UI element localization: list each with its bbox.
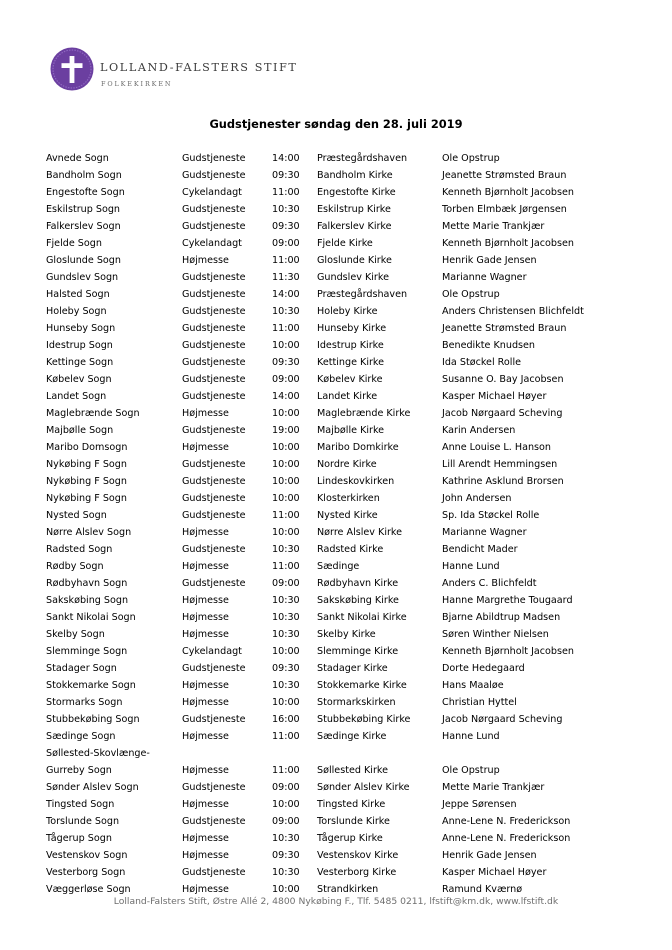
service-location: Torslunde Kirke [317,816,390,827]
service-location: Sankt Nikolai Kirke [317,612,407,623]
service-type: Gudstjeneste [182,289,246,300]
parish-name: Købelev Sogn [46,374,112,385]
service-type: Gudstjeneste [182,663,246,674]
service-type: Højmesse [182,697,229,708]
service-type: Gudstjeneste [182,153,246,164]
service-location: Stormarkskirken [317,697,396,708]
service-time: 10:30 [272,833,300,844]
priest-name: Ida Støckel Rolle [442,357,522,368]
service-type: Gudstjeneste [182,221,246,232]
priest-name: Mette Marie Trankjær [442,782,545,793]
service-time: 14:00 [272,391,300,402]
table-row [0,354,672,371]
priest-name: Hanne Lund [442,561,500,572]
table-row [0,711,672,728]
table-row [0,218,672,235]
parish-name: Avnede Sogn [46,153,109,164]
service-time: 11:00 [272,765,300,776]
table-row [0,269,672,286]
priest-name: Jacob Nørgaard Scheving [442,714,563,725]
service-type: Gudstjeneste [182,459,246,470]
priest-name: Hanne Margrethe Tougaard [442,595,573,606]
service-location: Tingsted Kirke [317,799,386,810]
parish-name: Søllested-Skovlænge- Gurreby Sogn [46,748,150,776]
priest-name: Marianne Wagner [442,272,527,283]
parish-name: Slemminge Sogn [46,646,128,657]
service-type: Gudstjeneste [182,391,246,402]
table-row [0,745,672,779]
service-time: 09:30 [272,170,300,181]
priest-name: Kathrine Asklund Brorsen [442,476,564,487]
service-time: 10:30 [272,204,300,215]
service-type: Gudstjeneste [182,357,246,368]
table-row [0,643,672,660]
service-location: Købelev Kirke [317,374,383,385]
service-location: Falkerslev Kirke [317,221,392,232]
service-location: Hunseby Kirke [317,323,387,334]
service-location: Tågerup Kirke [317,833,383,844]
priest-name: Kasper Michael Høyer [442,867,547,878]
parish-name: Nykøbing F Sogn [46,459,127,470]
org-name: LOLLAND-FALSTERS STIFT [100,61,298,74]
service-time: 09:30 [272,221,300,232]
service-type: Højmesse [182,799,229,810]
table-row [0,813,672,830]
parish-name: Landet Sogn [46,391,107,402]
table-row [0,303,672,320]
priest-name: Bendicht Mader [442,544,518,555]
diocese-logo [50,47,94,91]
priest-name: Dorte Hedegaard [442,663,525,674]
priest-name: John Andersen [442,493,512,504]
service-location: Strandkirken [317,884,379,895]
parish-name: Tingsted Sogn [46,799,115,810]
table-row [0,541,672,558]
priest-name: Kasper Michael Høyer [442,391,547,402]
parish-name: Holeby Sogn [46,306,107,317]
service-time: 09:00 [272,578,300,589]
footer-contact: Lolland-Falsters Stift, Østre Allé 2, 4800 Nykøbing F., Tlf. 5485 0211, lfstift@km.dk, www.lfstift.dk [113,896,559,907]
service-location: Skelby Kirke [317,629,376,640]
parish-name: Nykøbing F Sogn [46,476,127,487]
priest-name: Anders C. Blichfeldt [442,578,537,589]
table-row [0,405,672,422]
table-row [0,167,672,184]
service-type: Cykelandagt [182,238,242,249]
service-location: Sønder Alslev Kirke [317,782,410,793]
service-type: Gudstjeneste [182,374,246,385]
table-row [0,252,672,269]
priest-name: Mette Marie Trankjær [442,221,545,232]
service-time: 16:00 [272,714,300,725]
service-location: Klosterkirken [317,493,380,504]
parish-name: Engestofte Sogn [46,187,125,198]
service-time: 10:00 [272,459,300,470]
service-location: Stadager Kirke [317,663,388,674]
service-type: Højmesse [182,731,229,742]
service-location: Radsted Kirke [317,544,384,555]
parish-name: Torslunde Sogn [46,816,120,827]
parish-name: Væggerløse Sogn [46,884,131,895]
service-type: Cykelandagt [182,646,242,657]
service-type: Gudstjeneste [182,425,246,436]
service-location: Landet Kirke [317,391,378,402]
parish-name: Majbølle Sogn [46,425,114,436]
parish-name: Skelby Sogn [46,629,105,640]
table-row [0,558,672,575]
service-time: 11:00 [272,187,300,198]
priest-name: Anne Louise L. Hanson [442,442,551,453]
service-time: 11:30 [272,272,300,283]
service-time: 09:00 [272,238,300,249]
service-location: Vestenskov Kirke [317,850,399,861]
service-type: Gudstjeneste [182,510,246,521]
service-time: 11:00 [272,731,300,742]
service-type: Højmesse [182,255,229,266]
priest-name: Anders Christensen Blichfeldt [442,306,584,317]
service-location: Gundslev Kirke [317,272,389,283]
service-time: 09:00 [272,816,300,827]
service-type: Højmesse [182,612,229,623]
service-location: Nordre Kirke [317,459,377,470]
priest-name: Kenneth Bjørnholt Jacobsen [442,238,574,249]
priest-name: Benedikte Knudsen [442,340,536,351]
service-time: 14:00 [272,153,300,164]
service-time: 10:00 [272,799,300,810]
table-row [0,626,672,643]
priest-name: Jeanette Strømsted Braun [442,170,567,181]
priest-name: Jacob Nørgaard Scheving [442,408,563,419]
service-type: Gudstjeneste [182,476,246,487]
parish-name: Stokkemarke Sogn [46,680,136,691]
service-location: Stubbekøbing Kirke [317,714,411,725]
service-type: Højmesse [182,527,229,538]
parish-name: Nykøbing F Sogn [46,493,127,504]
table-row [0,609,672,626]
service-location: Nørre Alslev Kirke [317,527,403,538]
parish-name: Halsted Sogn [46,289,110,300]
table-row [0,677,672,694]
table-row [0,184,672,201]
service-location: Slemminge Kirke [317,646,399,657]
service-location: Stokkemarke Kirke [317,680,407,691]
table-row [0,694,672,711]
service-type: Gudstjeneste [182,170,246,181]
table-row [0,728,672,745]
table-row [0,320,672,337]
parish-name: Eskilstrup Sogn [46,204,121,215]
parish-name: Vestenskov Sogn [46,850,128,861]
service-type: Gudstjeneste [182,204,246,215]
parish-name: Fjelde Sogn [46,238,102,249]
parish-name: Radsted Sogn [46,544,113,555]
table-row [0,490,672,507]
service-location: Majbølle Kirke [317,425,385,436]
service-time: 11:00 [272,510,300,521]
service-location: Sædinge [317,561,360,572]
service-time: 10:00 [272,442,300,453]
service-type: Højmesse [182,408,229,419]
priest-name: Marianne Wagner [442,527,527,538]
table-row [0,779,672,796]
service-type: Højmesse [182,595,229,606]
service-time: 10:30 [272,612,300,623]
priest-name: Henrik Gade Jensen [442,255,537,266]
parish-name: Hunseby Sogn [46,323,116,334]
table-row [0,524,672,541]
parish-name: Falkerslev Sogn [46,221,121,232]
service-time: 09:00 [272,374,300,385]
priest-name: Ramund Kværnø [442,884,523,895]
parish-name: Sankt Nikolai Sogn [46,612,136,623]
table-row [0,796,672,813]
service-time: 10:30 [272,306,300,317]
priest-name: Ole Opstrup [442,153,500,164]
table-row [0,456,672,473]
table-row [0,201,672,218]
parish-name: Nysted Sogn [46,510,107,521]
table-row [0,864,672,881]
service-type: Højmesse [182,561,229,572]
priest-name: Henrik Gade Jensen [442,850,537,861]
parish-name: Gundslev Sogn [46,272,119,283]
service-time: 10:00 [272,527,300,538]
service-time: 11:00 [272,561,300,572]
service-time: 09:00 [272,782,300,793]
service-time: 09:30 [272,663,300,674]
parish-name: Stormarks Sogn [46,697,123,708]
service-type: Gudstjeneste [182,323,246,334]
service-list [0,150,672,898]
page-title: Gudstjenester søndag den 28. juli 2019 [209,117,463,131]
priest-name: Hanne Lund [442,731,500,742]
priest-name: Søren Winther Nielsen [442,629,549,640]
table-row [0,439,672,456]
service-location: Engestofte Kirke [317,187,396,198]
service-time: 10:00 [272,340,300,351]
service-time: 11:00 [272,323,300,334]
priest-name: Susanne O. Bay Jacobsen [442,374,564,385]
service-type: Gudstjeneste [182,493,246,504]
priest-name: Karin Andersen [442,425,516,436]
service-location: Nysted Kirke [317,510,378,521]
org-subtitle: FOLKEKIRKEN [101,80,173,88]
service-type: Gudstjeneste [182,578,246,589]
service-type: Gudstjeneste [182,782,246,793]
service-location: Eskilstrup Kirke [317,204,391,215]
table-row [0,286,672,303]
service-time: 10:30 [272,544,300,555]
service-type: Højmesse [182,765,229,776]
table-row [0,422,672,439]
priest-name: Ole Opstrup [442,765,500,776]
service-location: Rødbyhavn Kirke [317,578,399,589]
table-row [0,235,672,252]
priest-name: Kenneth Bjørnholt Jacobsen [442,646,574,657]
parish-name: Maribo Domsogn [46,442,128,453]
service-location: Lindeskovkirken [317,476,395,487]
table-row [0,830,672,847]
priest-name: Lill Arendt Hemmingsen [442,459,558,470]
parish-name: Stubbekøbing Sogn [46,714,140,725]
service-time: 10:00 [272,646,300,657]
service-location: Fjelde Kirke [317,238,373,249]
service-type: Højmesse [182,680,229,691]
service-location: Søllested Kirke [317,765,389,776]
parish-name: Stadager Sogn [46,663,117,674]
service-type: Højmesse [182,884,229,895]
parish-name: Sønder Alslev Sogn [46,782,139,793]
priest-name: Sp. Ida Støckel Rolle [442,510,540,521]
service-time: 10:00 [272,697,300,708]
service-time: 14:00 [272,289,300,300]
parish-name: Idestrup Sogn [46,340,113,351]
service-type: Højmesse [182,442,229,453]
table-row [0,473,672,490]
parish-name: Sædinge Sogn [46,731,116,742]
service-location: Præstegårdshaven [317,153,408,164]
service-type: Cykelandagt [182,187,242,198]
service-time: 10:00 [272,476,300,487]
service-time: 09:30 [272,357,300,368]
table-row [0,507,672,524]
parish-name: Nørre Alslev Sogn [46,527,132,538]
service-location: Kettinge Kirke [317,357,385,368]
priest-name: Ole Opstrup [442,289,500,300]
service-time: 10:30 [272,595,300,606]
service-time: 10:30 [272,867,300,878]
service-time: 09:30 [272,850,300,861]
service-location: Gloslunde Kirke [317,255,392,266]
priest-name: Jeppe Sørensen [442,799,517,810]
parish-name: Rødbyhavn Sogn [46,578,128,589]
table-row [0,150,672,167]
service-location: Bandholm Kirke [317,170,393,181]
service-time: 11:00 [272,255,300,266]
parish-name: Bandholm Sogn [46,170,122,181]
priest-name: Jeanette Strømsted Braun [442,323,567,334]
table-row [0,660,672,677]
service-time: 19:00 [272,425,300,436]
table-row [0,575,672,592]
service-type: Gudstjeneste [182,306,246,317]
table-row [0,337,672,354]
parish-name: Maglebrænde Sogn [46,408,140,419]
service-time: 10:30 [272,680,300,691]
parish-name: Vesterborg Sogn [46,867,126,878]
service-time: 10:00 [272,884,300,895]
service-location: Maglebrænde Kirke [317,408,411,419]
priest-name: Torben Elmbæk Jørgensen [442,204,567,215]
service-location: Vesterborg Kirke [317,867,397,878]
parish-name: Gloslunde Sogn [46,255,121,266]
table-row [0,371,672,388]
priest-name: Anne-Lene N. Frederickson [442,816,571,827]
parish-name: Kettinge Sogn [46,357,114,368]
service-location: Præstegårdshaven [317,289,408,300]
service-type: Gudstjeneste [182,867,246,878]
parish-name: Tågerup Sogn [46,833,112,844]
service-location: Idestrup Kirke [317,340,384,351]
service-type: Gudstjeneste [182,544,246,555]
service-location: Holeby Kirke [317,306,378,317]
table-row [0,388,672,405]
table-row [0,592,672,609]
service-time: 10:30 [272,629,300,640]
service-type: Gudstjeneste [182,816,246,827]
service-type: Gudstjeneste [182,340,246,351]
service-location: Maribo Domkirke [317,442,399,453]
service-type: Højmesse [182,850,229,861]
parish-name: Rødby Sogn [46,561,104,572]
priest-name: Bjarne Abildtrup Madsen [442,612,561,623]
parish-name: Sakskøbing Sogn [46,595,129,606]
priest-name: Hans Maaløe [442,680,504,691]
service-time: 10:00 [272,493,300,504]
priest-name: Anne-Lene N. Frederickson [442,833,571,844]
service-type: Højmesse [182,833,229,844]
service-location: Sædinge Kirke [317,731,387,742]
service-time: 10:00 [272,408,300,419]
service-type: Gudstjeneste [182,714,246,725]
priest-name: Christian Hyttel [442,697,517,708]
service-type: Højmesse [182,629,229,640]
service-type: Gudstjeneste [182,272,246,283]
service-location: Sakskøbing Kirke [317,595,399,606]
priest-name: Kenneth Bjørnholt Jacobsen [442,187,574,198]
table-row [0,847,672,864]
